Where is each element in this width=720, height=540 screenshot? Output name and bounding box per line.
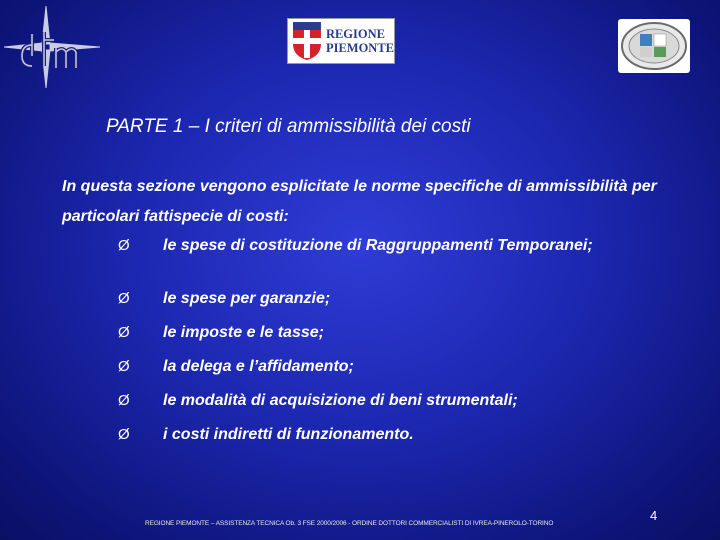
- arrow-bullet-icon: Ø: [118, 392, 130, 409]
- commissione-seal-logo-icon: [618, 19, 690, 73]
- arrow-bullet-icon: Ø: [118, 426, 130, 443]
- list-item: [118, 287, 663, 321]
- intro-text: In questa sezione vengono esplicitate le norme specifiche di ammissibilità per particolari fattispecie di costi:: [62, 178, 657, 225]
- piemonte-shield-icon: [292, 21, 322, 61]
- arrow-bullet-icon: Ø: [118, 237, 130, 254]
- list-item: [118, 389, 663, 423]
- page-number: 4: [650, 508, 658, 523]
- arrow-bullet-icon: Ø: [118, 324, 130, 341]
- slide-footer: REGIONE PIEMONTE – ASSISTENZA TECNICA Ob. 3 FSE 2000/2006 - ORDINE DOTTORI COMMERCIALISTI DI IVREA-PINEROLO-TORINO: [145, 520, 554, 527]
- list-item: [118, 355, 663, 389]
- list-item: [118, 423, 663, 453]
- logo-text-piemonte: PIEMONTE: [325, 41, 394, 55]
- list-item-text: le spese di costituzione di Raggruppamenti Temporanei;: [163, 237, 593, 254]
- regione-piemonte-logo: [287, 18, 395, 64]
- list-item-text: le imposte e le tasse;: [163, 324, 324, 341]
- list-item-text: i costi indiretti di funzionamento.: [163, 426, 414, 443]
- dfm-compass-logo-icon: [2, 4, 102, 90]
- arrow-bullet-icon: Ø: [118, 290, 130, 307]
- logo-text-regione: REGIONE: [325, 27, 385, 41]
- list-item: [118, 321, 663, 355]
- list-item-text: le spese per garanzie;: [163, 290, 331, 307]
- list-item: [118, 234, 663, 287]
- cost-category-list: [118, 234, 663, 453]
- arrow-bullet-icon: Ø: [118, 358, 130, 375]
- list-item-text: le modalità di acquisizione di beni strumentali;: [163, 392, 518, 409]
- slide-title: PARTE 1 – I criteri di ammissibilità dei costi: [106, 116, 471, 137]
- list-item-text: la delega e l’affidamento;: [163, 358, 354, 375]
